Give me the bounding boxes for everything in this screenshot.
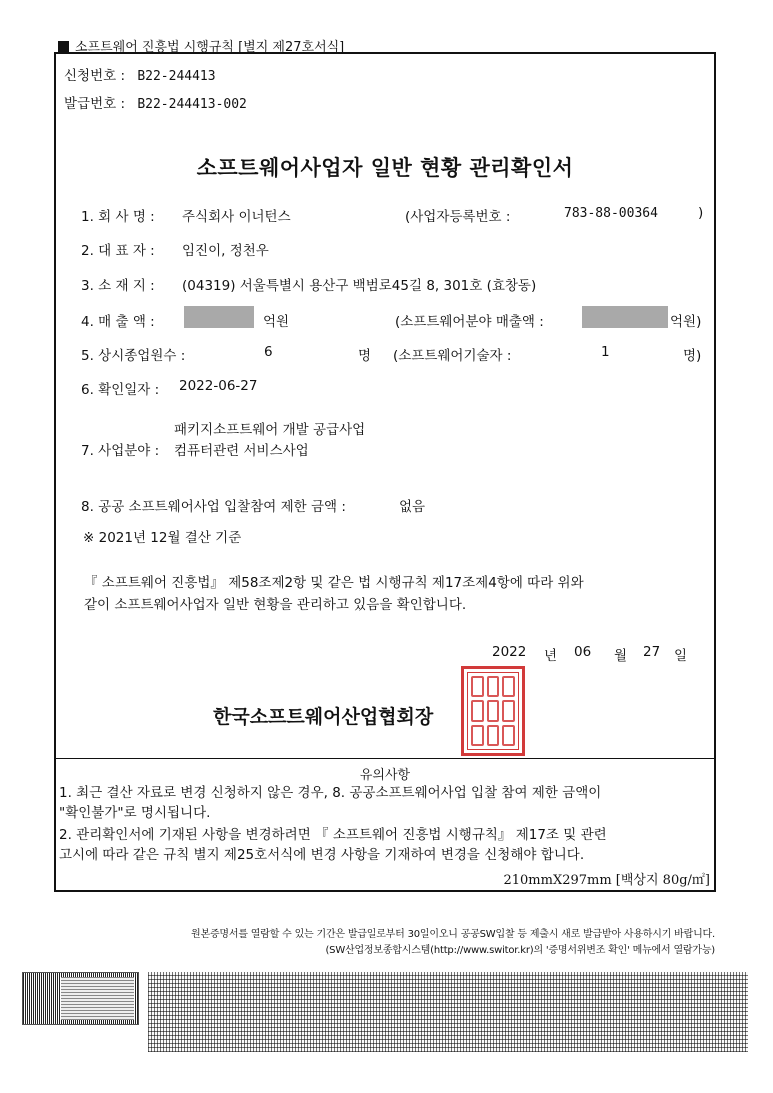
bid-limit-label: 8. 공공 소프트웨어사업 입찰참여 제한 금액 :	[81, 499, 346, 515]
sw-revenue-redacted	[582, 306, 668, 328]
representative-label: 2. 대 표 자 :	[81, 243, 155, 259]
employees-value: 6	[264, 344, 273, 360]
issue-number-value: B22-244413-002	[137, 97, 247, 112]
footer-notice-line2: (SW산업정보종합시스템(http://www.switor.kr)의 '증명서위변조 확인' 메뉴에서 열람가능)	[325, 945, 715, 956]
employees-unit: 명	[358, 348, 372, 364]
confirm-date-value: 2022-06-27	[179, 378, 258, 394]
sw-tech-value: 1	[601, 344, 610, 360]
notes-divider	[56, 758, 714, 759]
verification-code-image	[22, 972, 139, 1025]
issue-number	[64, 92, 247, 112]
footer-notice-line1: 원본증명서를 열람할 수 있는 기간은 발급일로부터 30일이오니 공공SW입찰 등 제출시 새로 발급받아 사용하시기 바랍니다.	[191, 929, 715, 940]
date-day: 27	[643, 644, 661, 660]
revenue-unit: 억원	[263, 314, 290, 330]
address-value: (04319) 서울특별시 용산구 백범로45길 8, 301호 (효창동)	[182, 278, 537, 294]
date-month: 06	[574, 644, 592, 660]
sw-revenue-label: (소프트웨어분야 매출액 :	[395, 314, 544, 330]
address-label: 3. 소 재 지 :	[81, 278, 155, 294]
revenue-redacted	[184, 306, 254, 328]
issue-number-label: 발급번호 :	[64, 96, 126, 112]
square-bullet-icon	[58, 41, 69, 52]
employees-label: 5. 상시종업원수 :	[81, 348, 186, 364]
notes-title: 유의사항	[359, 768, 411, 783]
business-reg-number: 783-88-00364	[564, 206, 658, 221]
official-seal-stamp	[461, 666, 525, 756]
note-line4: 고시에 따라 같은 규칙 별지 제25호서식에 변경 사항을 기재하여 변경을 신청해야 합니다.	[59, 847, 585, 863]
document-title: 소프트웨어사업자 일반 현황 관리확인서	[196, 156, 574, 180]
issuer-name: 한국소프트웨어산업협회장	[213, 706, 434, 728]
sw-tech-unit: 명)	[683, 348, 702, 364]
business-field-line1: 패키지소프트웨어 개발 공급사업	[174, 422, 366, 438]
sw-tech-label: (소프트웨어기술자 :	[393, 348, 512, 364]
application-number-label: 신청번호 :	[64, 68, 126, 84]
note-line3: 2. 관리확인서에 기재된 사항을 변경하려면 『 소프트웨어 진흥법 시행규칙』 제17조 및 관련	[59, 827, 607, 843]
seal-pattern	[467, 672, 519, 750]
verification-code-overlay	[61, 977, 134, 1020]
statement-line1: 『 소프트웨어 진흥법』 제58조제2항 및 같은 법 시행규칙 제17조제4항에 따라 위와	[84, 575, 584, 591]
representative-value: 임진이, 정천우	[182, 243, 269, 259]
sw-revenue-unit: 억원)	[670, 314, 702, 330]
form-title-text: 소프트웨어 진흥법 시행규칙 [별지 제27호서식]	[75, 40, 345, 55]
business-reg-close: )	[698, 205, 704, 221]
date-day-unit: 일	[674, 648, 688, 664]
date-year-unit: 년	[544, 648, 558, 664]
revenue-label: 4. 매 출 액 :	[81, 314, 155, 330]
statement-line2: 같이 소프트웨어사업자 일반 현황을 관리하고 있음을 확인합니다.	[84, 597, 467, 613]
bid-limit-value: 없음	[399, 499, 426, 515]
company-name: 주식회사 이너턴스	[182, 209, 291, 225]
application-number-value: B22-244413	[137, 69, 216, 84]
paper-spec: 210mmX297mm [백상지 80g/㎡]	[503, 873, 710, 888]
date-month-unit: 월	[614, 648, 628, 664]
business-reg-label: (사업자등록번호 :	[405, 209, 511, 225]
security-2d-barcode	[148, 972, 748, 1052]
application-number	[64, 64, 216, 84]
date-year: 2022	[492, 644, 527, 660]
business-field-label: 7. 사업분야 :	[81, 443, 160, 459]
note-line1: 1. 최근 결산 자료로 변경 신청하지 않은 경우, 8. 공공소프트웨어사업 입찰 참여 제한 금액이	[59, 785, 602, 801]
certificate-box	[54, 52, 716, 892]
company-label: 1. 회 사 명 :	[81, 209, 155, 225]
note-line2: "확인불가"로 명시됩니다.	[59, 805, 211, 821]
basis-note: ※ 2021년 12월 결산 기준	[83, 530, 242, 546]
business-field-line2: 컴퓨터관련 서비스사업	[174, 443, 309, 459]
confirm-date-label: 6. 확인일자 :	[81, 382, 160, 398]
